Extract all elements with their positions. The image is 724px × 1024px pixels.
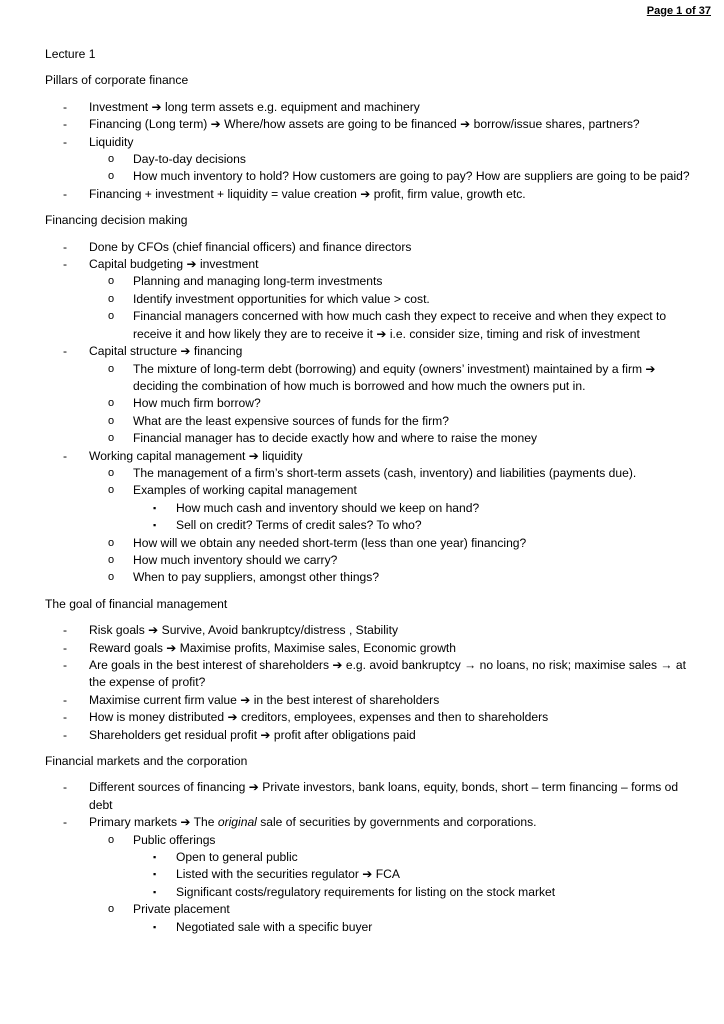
section-heading: Financing decision making (45, 213, 188, 228)
list-item-text: Sell on credit? Terms of credit sales? To who? (176, 518, 422, 533)
list-item (45, 186, 690, 203)
list-item (45, 448, 690, 465)
section-heading: Pillars of corporate finance (45, 73, 189, 88)
list-item (45, 239, 690, 256)
list-item (45, 866, 690, 883)
list-item-text: Listed with the securities regulator ➔ FCA (176, 867, 400, 882)
dash-bullet-icon: - (63, 640, 68, 655)
list-item-text: Identify investment opportunities for which value > cost. (133, 291, 430, 306)
square-bullet-icon: ▪ (153, 869, 157, 880)
circle-bullet-icon: o (108, 536, 115, 549)
circle-bullet-icon: o (108, 153, 115, 166)
circle-bullet-icon: o (108, 432, 115, 445)
circle-bullet-icon: o (108, 397, 115, 410)
list-item-text: Capital structure ➔ financing (89, 344, 243, 359)
sections-container (45, 72, 690, 936)
list-item-text: Significant costs/regulatory requirements for listing on the stock market (176, 884, 556, 899)
list-item (45, 361, 690, 396)
list-item (45, 395, 690, 412)
list-item-text: Financing (Long term) ➔ Where/how assets are going to be financed ➔ borrow/issue shares, partners? (89, 117, 640, 132)
list-item-text: Working capital management ➔ liquidity (89, 448, 303, 463)
list-item-text: Investment ➔ long term assets e.g. equipment and machinery (89, 99, 420, 114)
circle-bullet-icon: o (108, 903, 115, 916)
circle-bullet-icon: o (108, 553, 115, 566)
list-item (45, 622, 690, 639)
list-item (45, 727, 690, 744)
list-item (45, 134, 690, 151)
list-item-text: Reward goals ➔ Maximise profits, Maximise sales, Economic growth (89, 640, 457, 655)
dash-bullet-icon: - (63, 710, 68, 725)
list-item (45, 343, 690, 360)
list-item-text: How much inventory should we carry? (133, 552, 338, 567)
dash-bullet-icon: - (63, 134, 68, 149)
dash-bullet-icon: - (63, 448, 68, 463)
square-bullet-icon: ▪ (153, 502, 157, 513)
list-item (45, 430, 690, 447)
list-item-text: The management of a firm’s short-term assets (cash, inventory) and liabilities (payments due). (133, 465, 637, 480)
list-item-text: Financing + investment + liquidity = value creation ➔ profit, firm value, growth etc. (89, 186, 526, 201)
dash-bullet-icon: - (63, 117, 68, 132)
list-item (45, 919, 690, 936)
dash-bullet-icon: - (63, 692, 68, 707)
list-item-text: Capital budgeting ➔ investment (89, 257, 259, 272)
circle-bullet-icon: o (108, 362, 115, 375)
list-item (45, 901, 690, 918)
bullet-list (45, 779, 690, 936)
list-item (45, 413, 690, 430)
document-body (45, 46, 690, 936)
circle-bullet-icon: o (108, 310, 115, 323)
list-item (45, 709, 690, 726)
dash-bullet-icon: - (63, 623, 68, 638)
circle-bullet-icon: o (108, 275, 115, 288)
list-item (45, 569, 690, 586)
list-item-text: How is money distributed ➔ creditors, employees, expenses and then to shareholders (89, 710, 549, 725)
dash-bullet-icon: - (63, 658, 68, 672)
section-heading: The goal of financial management (45, 596, 228, 611)
list-item-text: Public offerings (133, 832, 216, 847)
list-item (45, 465, 690, 482)
bullet-list (45, 622, 690, 744)
list-item-text: How much firm borrow? (133, 396, 261, 411)
circle-bullet-icon: o (108, 414, 115, 427)
dash-bullet-icon: - (63, 780, 68, 795)
list-item (45, 99, 690, 116)
dash-bullet-icon: - (63, 344, 68, 359)
circle-bullet-icon: o (108, 833, 115, 846)
list-item-text: Open to general public (176, 850, 298, 865)
list-item-text: Risk goals ➔ Survive, Avoid bankruptcy/distress , Stability (89, 623, 399, 638)
list-item-text: Examples of working capital management (133, 483, 357, 498)
square-bullet-icon: ▪ (153, 520, 157, 531)
list-item-text: The mixture of long-term debt (borrowing) and equity (owners’ investment) maintained by a firm ➔ deciding the combination of how much is borrowed and how much the owners put in. (133, 361, 656, 393)
list-item-text: Maximise current firm value ➔ in the best interest of shareholders (89, 692, 440, 707)
circle-bullet-icon: o (108, 484, 115, 497)
circle-bullet-icon: o (108, 170, 115, 183)
list-item (45, 482, 690, 499)
list-item-text: Primary markets ➔ The original sale of securities by governments and corporations. (89, 815, 537, 830)
dash-bullet-icon: - (63, 815, 68, 830)
list-item (45, 168, 690, 185)
list-item-text: Financial managers concerned with how much cash they expect to receive and when they expect to receive it and how likely they are to receive it ➔ i.e. consider size, timing and risk of investment (133, 309, 667, 341)
dash-bullet-icon: - (63, 727, 68, 742)
list-item-text: Negotiated sale with a specific buyer (176, 919, 373, 934)
list-item (45, 151, 690, 168)
dash-bullet-icon: - (63, 186, 68, 201)
list-item-text: When to pay suppliers, amongst other things? (133, 570, 380, 585)
list-item (45, 832, 690, 849)
page-number: Page 1 of 37 (646, 5, 711, 17)
dash-bullet-icon: - (63, 239, 68, 254)
list-item (45, 273, 690, 290)
list-item (45, 256, 690, 273)
circle-bullet-icon: o (108, 571, 115, 584)
list-item-text: Planning and managing long-term investments (133, 274, 383, 289)
list-item (45, 552, 690, 569)
list-item-text: Liquidity (89, 134, 134, 149)
list-item (45, 517, 690, 534)
list-item (45, 814, 690, 831)
square-bullet-icon: ▪ (153, 852, 157, 863)
list-item-text: Day-to-day decisions (133, 152, 246, 167)
square-bullet-icon: ▪ (153, 886, 157, 897)
bullet-list (45, 99, 690, 203)
list-item (45, 884, 690, 901)
list-item (45, 779, 690, 814)
list-item (45, 500, 690, 517)
square-bullet-icon: ▪ (153, 921, 157, 932)
list-item-text: Done by CFOs (chief financial officers) and finance directors (89, 239, 412, 254)
list-item-text: How will we obtain any needed short-term (less than one year) financing? (133, 535, 527, 550)
list-item-text: What are the least expensive sources of funds for the firm? (133, 413, 449, 428)
circle-bullet-icon: o (108, 466, 115, 479)
list-item (45, 308, 690, 343)
list-item-text: Private placement (133, 902, 230, 917)
list-item-text: Shareholders get residual profit ➔ profit after obligations paid (89, 727, 416, 742)
list-item (45, 657, 690, 692)
list-item-text: Are goals in the best interest of shareholders ➔ e.g. avoid bankruptcy → no loans, no risk; maximise sales → at the expense of profit? (89, 658, 686, 690)
bullet-list (45, 239, 690, 587)
list-item-text: Financial manager has to decide exactly how and where to raise the money (133, 431, 538, 446)
circle-bullet-icon: o (108, 292, 115, 305)
list-item (45, 535, 690, 552)
list-item (45, 692, 690, 709)
list-item (45, 291, 690, 308)
section-heading: Financial markets and the corporation (45, 754, 248, 769)
list-item (45, 640, 690, 657)
dash-bullet-icon: - (63, 99, 68, 114)
lecture-title: Lecture 1 (45, 47, 96, 61)
list-item-text: How much cash and inventory should we keep on hand? (176, 500, 480, 515)
list-item-text: Different sources of financing ➔ Private investors, bank loans, equity, bonds, short – term financing – forms od debt (89, 780, 679, 812)
list-item (45, 849, 690, 866)
list-item (45, 116, 690, 133)
dash-bullet-icon: - (63, 257, 68, 272)
list-item-text: How much inventory to hold? How customers are going to pay? How are suppliers are going to be paid? (133, 169, 690, 184)
